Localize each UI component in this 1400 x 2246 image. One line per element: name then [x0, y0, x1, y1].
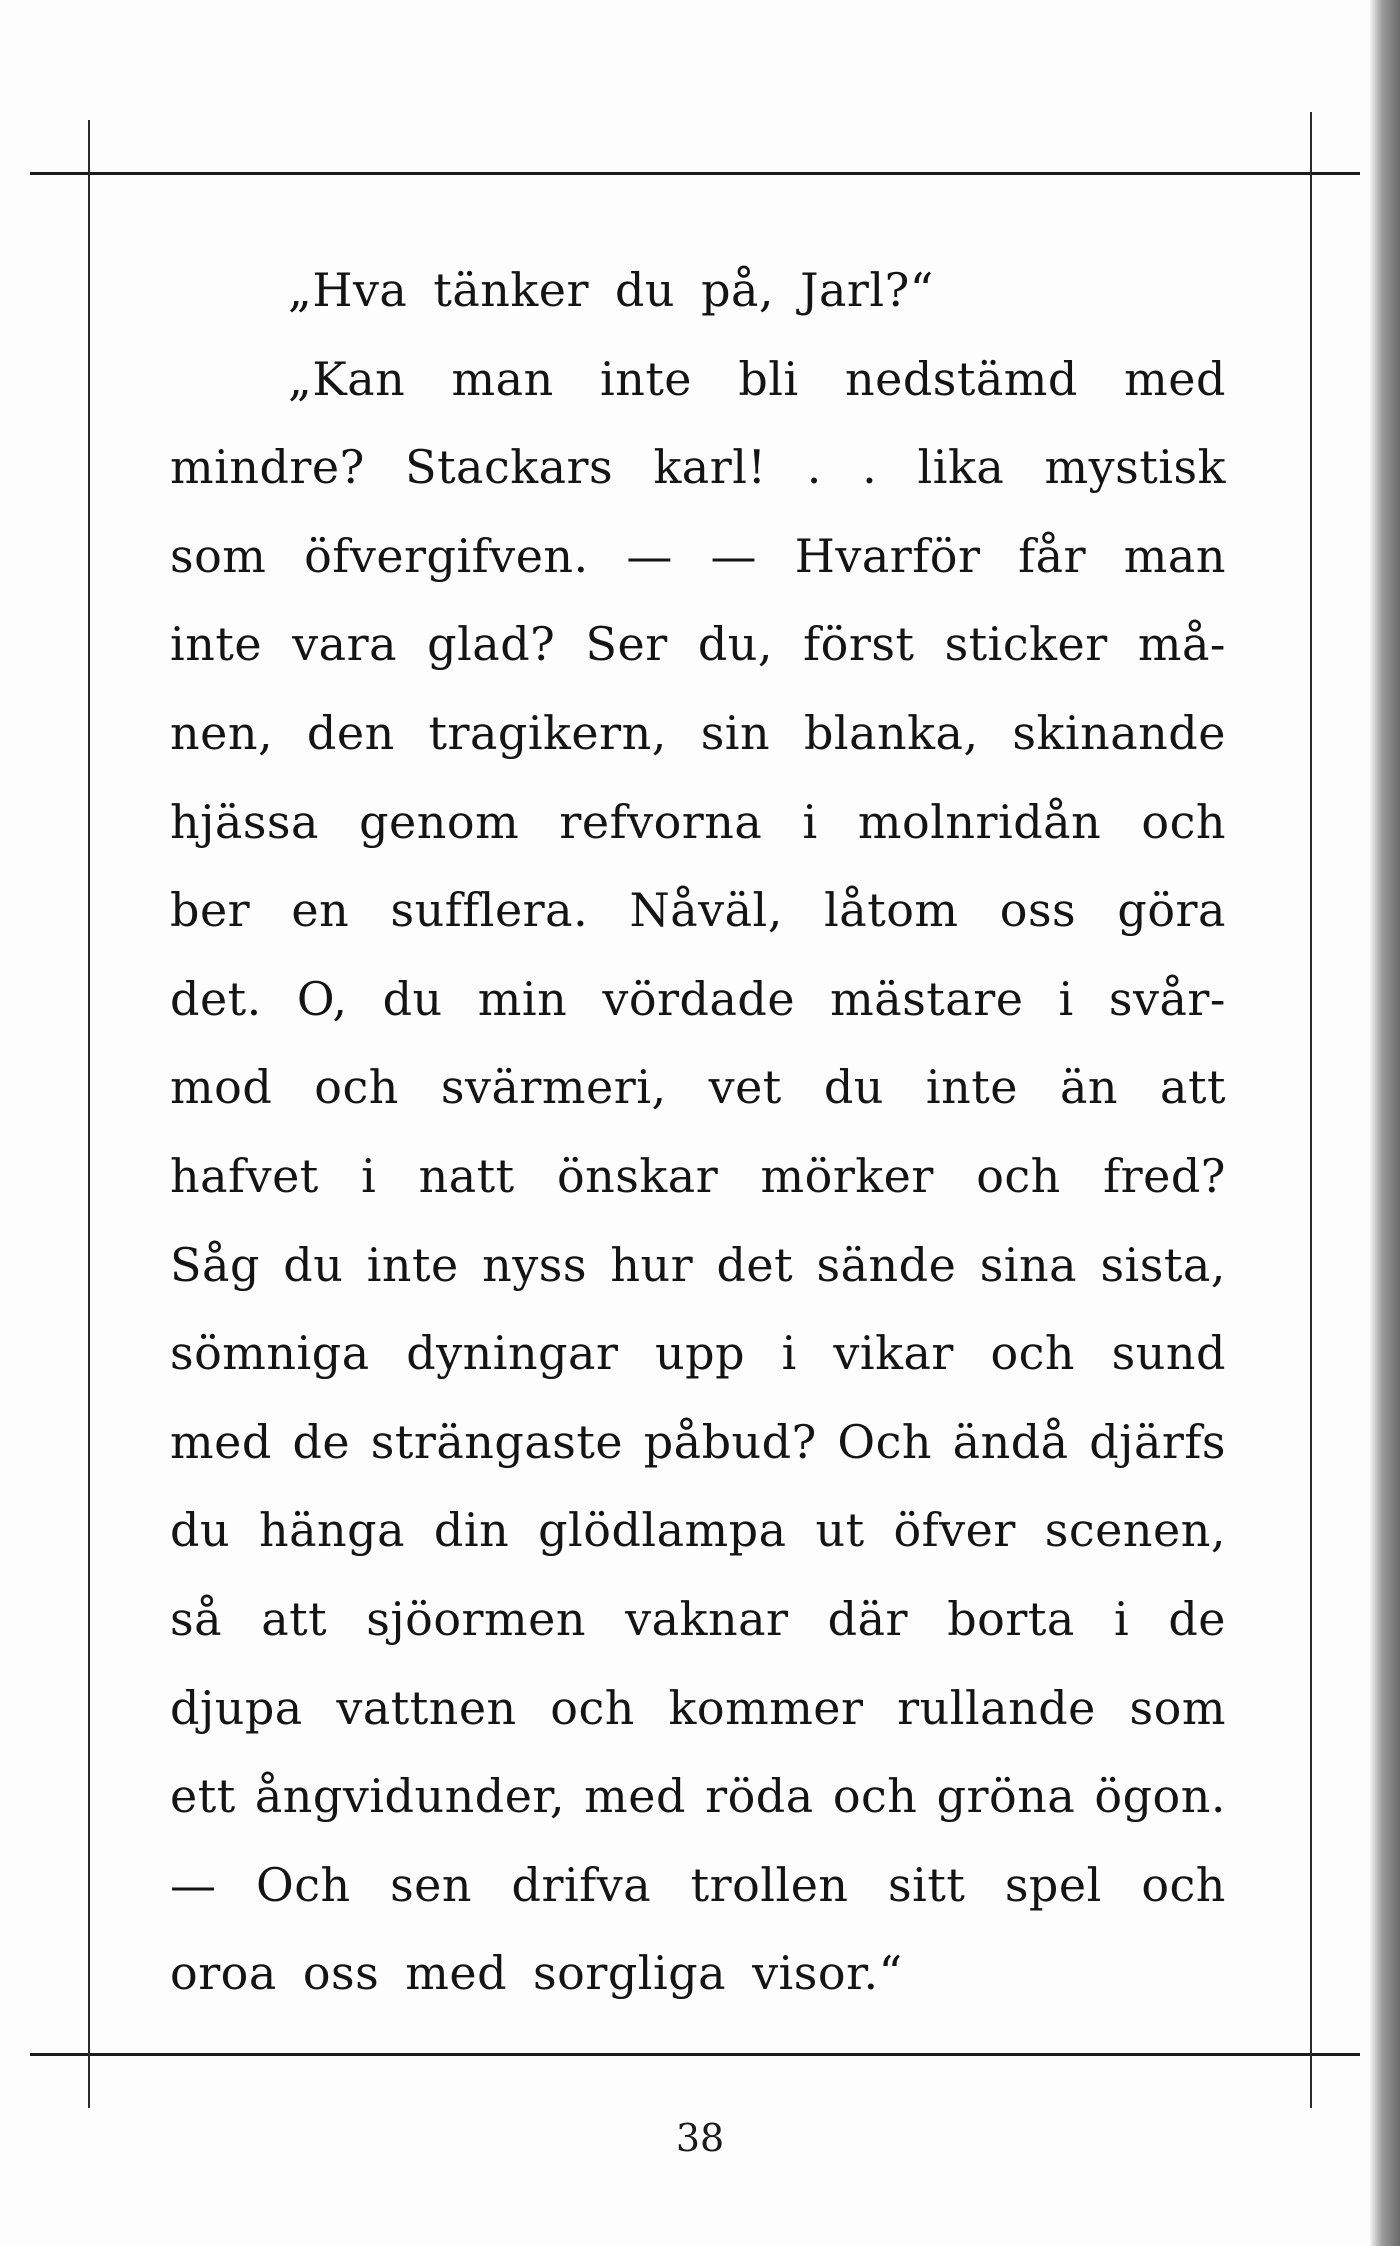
left-frame-rule — [88, 120, 90, 2108]
text-line: du hänga din glödlampa ut öfver scenen, — [170, 1503, 1226, 1558]
text-line: det. O, du min vördade mästare i svår- — [170, 971, 1226, 1026]
text-line: ett ångvidunder, med röda och gröna ögon. — [170, 1769, 1226, 1824]
text-line: nen, den tragikern, sin blanka, skinande — [170, 705, 1226, 760]
text-line: ber en sufflera. Nåväl, låtom oss göra — [170, 883, 1226, 938]
right-frame-rule — [1310, 112, 1312, 2108]
text-line: så att sjöormen vaknar där borta i de — [170, 1591, 1226, 1646]
text-line: hjässa genom refvorna i molnridån och — [170, 794, 1226, 849]
text-line: oroa oss med sorgliga visor.“ — [170, 1946, 903, 2001]
text-line: hafvet i natt önskar mörker och fred? — [170, 1148, 1226, 1203]
text-line: mindre? Stackars karl! . . lika mystisk — [170, 440, 1226, 495]
text-line: djupa vattnen och kommer rullande som — [170, 1680, 1226, 1735]
bottom-frame-rule — [30, 2053, 1360, 2056]
text-line: Såg du inte nyss hur det sände sina sista, — [170, 1237, 1226, 1292]
page-number: 38 — [675, 2116, 725, 2160]
top-frame-rule — [30, 172, 1360, 175]
page-edge-shadow — [1370, 0, 1400, 2246]
text-line: med de strängaste påbud? Och ändå djärfs — [170, 1414, 1226, 1469]
text-line: som öfvergifven. — — Hvarför får man — [170, 528, 1226, 583]
body-text — [170, 246, 1226, 2018]
text-line: inte vara glad? Ser du, först sticker må- — [170, 617, 1226, 672]
text-line: — Och sen drifva trollen sitt spel och — [170, 1857, 1226, 1912]
text-line: sömniga dyningar upp i vikar och sund — [170, 1326, 1226, 1381]
text-line: „Kan man inte bli nedstämd med — [288, 351, 1226, 406]
text-line: „Hva tänker du på, Jarl?“ — [288, 263, 934, 317]
text-line: mod och svärmeri, vet du inte än att — [170, 1060, 1226, 1115]
